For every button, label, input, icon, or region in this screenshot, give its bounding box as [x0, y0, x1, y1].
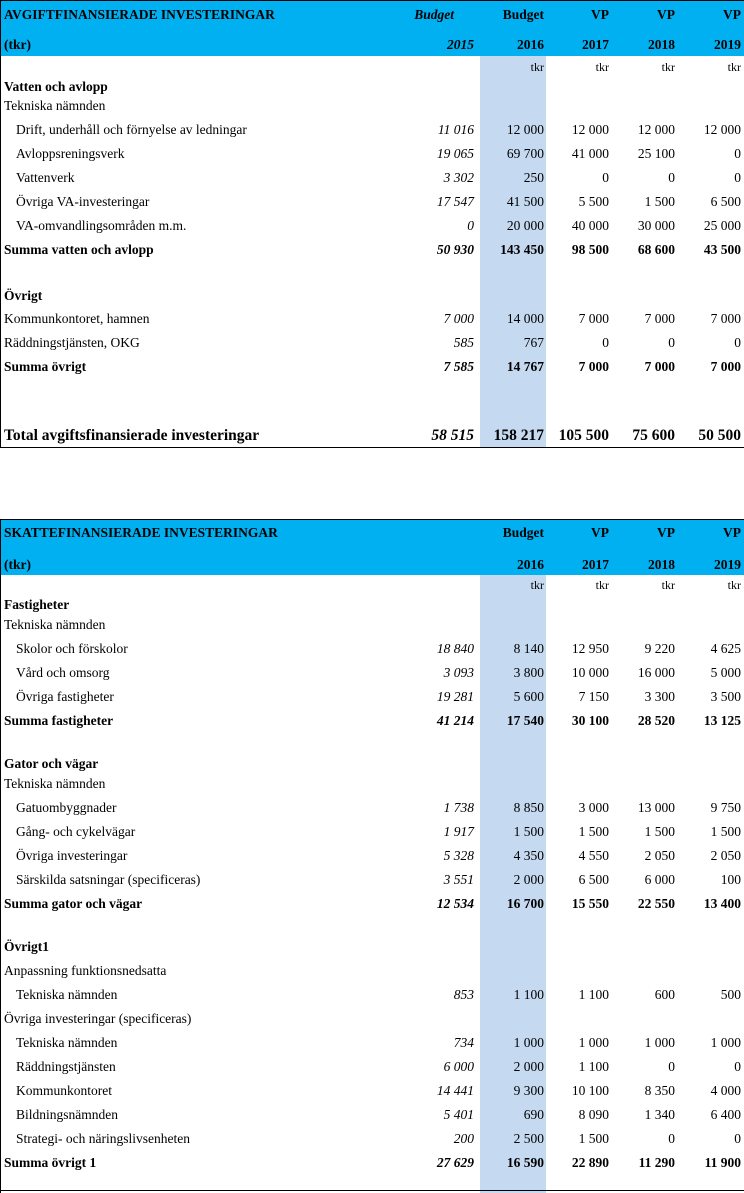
value-2015: 12 534 — [436, 896, 474, 911]
value-2018: 11 290 — [638, 1155, 675, 1170]
value-2016: 16 590 — [506, 1155, 544, 1170]
value-2016: 16 700 — [506, 896, 544, 911]
value-2015: 1 738 — [443, 800, 474, 815]
table-row — [0, 1055, 744, 1079]
value-2019: 0 — [734, 1059, 741, 1074]
value-2015: 7 585 — [443, 359, 474, 374]
table-row — [0, 331, 744, 355]
value-2018: 6 000 — [644, 872, 675, 887]
value-2017: 7 000 — [578, 311, 609, 326]
value-2017: 5 500 — [578, 194, 609, 209]
table-row — [0, 142, 744, 166]
value-2016: 2 000 — [513, 1059, 544, 1074]
tkr-label: tkr — [595, 60, 609, 74]
table-row — [0, 166, 744, 190]
tkr-label: tkr — [661, 60, 675, 74]
group-title — [0, 935, 744, 959]
value-2019: 6 400 — [710, 1107, 741, 1122]
value-2016: 12 000 — [506, 122, 544, 137]
value-2019: 9 750 — [710, 800, 741, 815]
value-2018: 22 550 — [637, 896, 675, 911]
year-2016: 2016 — [517, 557, 544, 572]
value-2015: 585 — [453, 335, 474, 350]
value-2015: 3 302 — [443, 170, 474, 185]
value-2017: 7 000 — [578, 359, 609, 374]
row-label: Räddningstjänsten, OKG — [4, 335, 140, 350]
value-2015: 734 — [453, 1035, 474, 1050]
value-2016: 14 767 — [506, 359, 544, 374]
value-2018: 68 600 — [637, 242, 675, 257]
value-2016: 1 100 — [513, 987, 544, 1002]
value-2019: 0 — [734, 335, 741, 350]
value-2015: 11 016 — [437, 122, 474, 137]
year-2017: 2017 — [582, 37, 609, 52]
row-label: VA-omvandlingsområden m.m. — [16, 218, 187, 233]
row-label: Övriga investeringar — [16, 848, 128, 863]
table-row — [0, 637, 744, 661]
group-title-text: Vatten och avlopp — [4, 79, 108, 94]
row-label: Kommunkontoret — [16, 1083, 112, 1098]
table-row — [0, 796, 744, 820]
value-2015: 5 328 — [443, 848, 474, 863]
value-2015: 27 629 — [436, 1155, 474, 1170]
sum-row — [0, 355, 744, 379]
sum-row — [0, 892, 744, 916]
value-2015: 1 917 — [443, 824, 474, 839]
value-2016: 143 450 — [500, 242, 544, 257]
row-label: Övriga fastigheter — [16, 689, 114, 704]
row-label: Särskilda satsningar (specificeras) — [16, 872, 201, 887]
value-2018: 7 000 — [644, 311, 675, 326]
value-2017: 6 500 — [578, 872, 609, 887]
group-subtitle-text: Tekniska nämnden — [4, 98, 106, 113]
value-2015: 6 000 — [443, 1059, 474, 1074]
col-label-2019: VP — [723, 7, 741, 22]
value-2017: 1 000 — [578, 1035, 609, 1050]
value-2015: 14 441 — [436, 1083, 474, 1098]
group-subtitle — [0, 613, 744, 637]
row-label: Vattenverk — [16, 170, 75, 185]
sum-label: Summa fastigheter — [4, 713, 114, 728]
value-2015: 3 551 — [443, 872, 474, 887]
sum-label: Summa övrigt 1 — [4, 1155, 97, 1170]
value-2016: 8 140 — [513, 641, 544, 656]
row-label: Gång- och cykelvägar — [16, 824, 136, 839]
tkr-label: tkr — [727, 60, 741, 74]
unit-label: (tkr) — [4, 557, 31, 572]
col-label-2017: VP — [591, 7, 609, 22]
group-subtitle-text: Övriga investeringar (specificeras) — [4, 1011, 192, 1026]
row-label: Tekniska nämnden — [16, 1035, 118, 1050]
value-2016: 14 000 — [506, 311, 544, 326]
value-2019: 13 400 — [703, 896, 741, 911]
table-row — [0, 661, 744, 685]
table-row — [0, 983, 744, 1007]
table-row — [0, 214, 744, 238]
value-2019: 3 500 — [710, 689, 741, 704]
tkr-label: tkr — [530, 60, 544, 74]
table-row — [0, 1031, 744, 1055]
value-2016: 1 000 — [513, 1035, 544, 1050]
tkr-label: tkr — [595, 578, 609, 592]
group-title-text: Gator och vägar — [4, 756, 99, 771]
value-2019: 0 — [734, 146, 741, 161]
value-2015: 7 000 — [443, 311, 474, 326]
value-2016: 250 — [523, 170, 544, 185]
value-2016: 690 — [523, 1107, 544, 1122]
value-2016: 3 800 — [513, 665, 544, 680]
value-2018: 7 000 — [644, 359, 675, 374]
divider — [0, 0, 744, 1]
year-2018: 2018 — [648, 37, 675, 52]
value-2017: 4 550 — [578, 848, 609, 863]
row-label: Räddningstjänsten — [16, 1059, 116, 1074]
value-2018: 1 340 — [644, 1107, 675, 1122]
group-title — [0, 284, 744, 308]
group-title-text: Fastigheter — [4, 597, 70, 612]
row-label: Avloppsreningsverk — [16, 146, 125, 161]
value-2017: 22 890 — [571, 1155, 609, 1170]
value-2019: 2 050 — [710, 848, 741, 863]
table-row — [0, 190, 744, 214]
value-2019: 5 000 — [710, 665, 741, 680]
table-row — [0, 844, 744, 868]
table-row — [0, 1127, 744, 1151]
year-2019: 2019 — [714, 557, 741, 572]
value-2019: 13 125 — [703, 713, 741, 728]
value-2018: 16 000 — [637, 665, 675, 680]
row-label: Tekniska nämnden — [16, 987, 118, 1002]
value-2019: 4 000 — [710, 1083, 741, 1098]
value-2015: 58 515 — [431, 427, 474, 444]
value-2015: 18 840 — [436, 641, 474, 656]
value-2016: 5 600 — [513, 689, 544, 704]
group-subtitle — [0, 959, 744, 983]
sum-row — [0, 709, 744, 733]
table-row — [0, 820, 744, 844]
value-2016: 17 540 — [506, 713, 544, 728]
group-title-text: Övrigt1 — [4, 939, 49, 954]
value-2019: 25 000 — [703, 218, 741, 233]
group-subtitle-text: Anpassning funktionsnedsatta — [4, 963, 167, 978]
value-2017: 41 000 — [571, 146, 609, 161]
sum-row — [0, 238, 744, 262]
row-label: Vård och omsorg — [16, 665, 110, 680]
table-row — [0, 307, 744, 331]
value-2018: 12 000 — [637, 122, 675, 137]
value-2018: 25 100 — [637, 146, 675, 161]
value-2015: 17 547 — [436, 194, 474, 209]
value-2019: 7 000 — [710, 311, 741, 326]
value-2019: 1 500 — [710, 824, 741, 839]
divider — [0, 519, 744, 520]
value-2017: 1 500 — [578, 824, 609, 839]
section2-title: SKATTEFINANSIERADE INVESTERINGAR — [4, 525, 278, 540]
value-2018: 1 500 — [644, 824, 675, 839]
table-row — [0, 685, 744, 709]
sum-label: Summa vatten och avlopp — [4, 242, 154, 257]
value-2016: 69 700 — [506, 146, 544, 161]
value-2018: 1 000 — [644, 1035, 675, 1050]
value-2015: 200 — [453, 1131, 474, 1146]
group-subtitle-text: Tekniska nämnden — [4, 617, 106, 632]
section1-header-row2 — [0, 33, 744, 57]
value-2019: 500 — [720, 987, 741, 1002]
value-2018: 30 000 — [637, 218, 675, 233]
row-label: Skolor och förskolor — [16, 641, 128, 656]
value-2019: 6 500 — [710, 194, 741, 209]
value-2017: 1 100 — [578, 1059, 609, 1074]
value-2017: 1 100 — [578, 987, 609, 1002]
tkr-label: tkr — [661, 578, 675, 592]
value-2016: 9 300 — [513, 1083, 544, 1098]
value-2017: 12 950 — [571, 641, 609, 656]
total-row — [0, 424, 744, 448]
group-subtitle-text: Tekniska nämnden — [4, 776, 106, 791]
group-subtitle — [0, 772, 744, 796]
value-2015: 0 — [467, 218, 474, 233]
value-2019: 7 000 — [710, 359, 741, 374]
value-2016: 1 500 — [513, 824, 544, 839]
group-subtitle — [0, 94, 744, 118]
value-2019: 100 — [720, 872, 741, 887]
value-2019: 0 — [734, 170, 741, 185]
value-2018: 600 — [654, 987, 675, 1002]
value-2017: 1 500 — [578, 1131, 609, 1146]
value-2017: 10 000 — [571, 665, 609, 680]
value-2015: 41 214 — [436, 713, 474, 728]
section1-title: AVGIFTFINANSIERADE INVESTERINGAR — [4, 7, 275, 22]
col-label-2018: VP — [657, 525, 675, 540]
year-2019: 2019 — [714, 37, 741, 52]
unit-label: (tkr) — [4, 37, 31, 52]
row-label: Bildningsnämnden — [16, 1107, 118, 1122]
value-2017: 0 — [602, 170, 609, 185]
sum-row — [0, 1151, 744, 1175]
value-2018: 8 350 — [644, 1083, 675, 1098]
divider — [0, 447, 744, 448]
section2-header-row1 — [0, 521, 744, 545]
divider — [0, 1190, 744, 1191]
value-2015: 3 093 — [443, 665, 474, 680]
col-label-2016: Budget — [502, 7, 544, 22]
value-2018: 0 — [668, 170, 675, 185]
row-label: Övriga VA-investeringar — [16, 194, 150, 209]
value-2019: 0 — [734, 1131, 741, 1146]
value-2017: 105 500 — [558, 427, 609, 444]
value-2017: 7 150 — [578, 689, 609, 704]
value-2017: 30 100 — [571, 713, 609, 728]
value-2016: 41 500 — [506, 194, 544, 209]
col-label-2018: VP — [657, 7, 675, 22]
value-2018: 75 600 — [632, 427, 675, 444]
value-2018: 1 500 — [644, 194, 675, 209]
table-row — [0, 868, 744, 892]
col-label-2017: VP — [591, 525, 609, 540]
value-2016: 158 217 — [493, 427, 544, 444]
value-2016: 2 000 — [513, 872, 544, 887]
value-2018: 0 — [668, 335, 675, 350]
value-2018: 2 050 — [644, 848, 675, 863]
value-2018: 0 — [668, 1059, 675, 1074]
tkr-label: tkr — [530, 578, 544, 592]
year-2016: 2016 — [517, 37, 544, 52]
value-2018: 0 — [668, 1131, 675, 1146]
year-2017: 2017 — [582, 557, 609, 572]
year-2018: 2018 — [648, 557, 675, 572]
sum-label: Summa gator och vägar — [4, 896, 143, 911]
value-2018: 9 220 — [644, 641, 675, 656]
value-2016: 767 — [523, 335, 544, 350]
value-2017: 15 550 — [571, 896, 609, 911]
value-2018: 3 300 — [644, 689, 675, 704]
sum-label: Summa övrigt — [4, 359, 87, 374]
table-row — [0, 118, 744, 142]
group-title-text: Övrigt — [4, 288, 43, 303]
row-label: Kommunkontoret, hamnen — [4, 311, 150, 326]
tkr-label: tkr — [727, 578, 741, 592]
group-subtitle — [0, 1007, 744, 1031]
value-2019: 50 500 — [698, 427, 741, 444]
table-row — [0, 1103, 744, 1127]
col-label-2016: Budget — [502, 525, 544, 540]
value-2018: 13 000 — [637, 800, 675, 815]
value-2015: 853 — [453, 987, 474, 1002]
value-2019: 4 625 — [710, 641, 741, 656]
value-2016: 20 000 — [506, 218, 544, 233]
value-2015: 19 065 — [436, 146, 474, 161]
value-2017: 12 000 — [571, 122, 609, 137]
value-2017: 0 — [602, 335, 609, 350]
row-label: Drift, underhåll och förnyelse av ledningar — [16, 122, 247, 137]
value-2017: 10 100 — [571, 1083, 609, 1098]
value-2018: 28 520 — [637, 713, 675, 728]
value-2019: 12 000 — [703, 122, 741, 137]
value-2015: 19 281 — [436, 689, 474, 704]
value-2016: 4 350 — [513, 848, 544, 863]
total-label: Total avgiftsfinansierade investeringar — [4, 427, 260, 444]
value-2017: 98 500 — [571, 242, 609, 257]
section1-header-row1 — [0, 3, 744, 27]
year-2015: 2015 — [447, 37, 474, 52]
value-2019: 11 900 — [704, 1155, 741, 1170]
col-label-2019: VP — [723, 525, 741, 540]
value-2017: 40 000 — [571, 218, 609, 233]
value-2015: 5 401 — [443, 1107, 474, 1122]
row-label: Strategi- och näringslivsenheten — [16, 1131, 190, 1146]
value-2016: 2 500 — [513, 1131, 544, 1146]
table-row — [0, 1079, 744, 1103]
value-2019: 43 500 — [703, 242, 741, 257]
value-2017: 3 000 — [578, 800, 609, 815]
value-2017: 8 090 — [578, 1107, 609, 1122]
value-2019: 1 000 — [710, 1035, 741, 1050]
col-label-2015: Budget — [414, 7, 454, 22]
value-2015: 50 930 — [436, 242, 474, 257]
row-label: Gatuombyggnader — [16, 800, 117, 815]
value-2016: 8 850 — [513, 800, 544, 815]
